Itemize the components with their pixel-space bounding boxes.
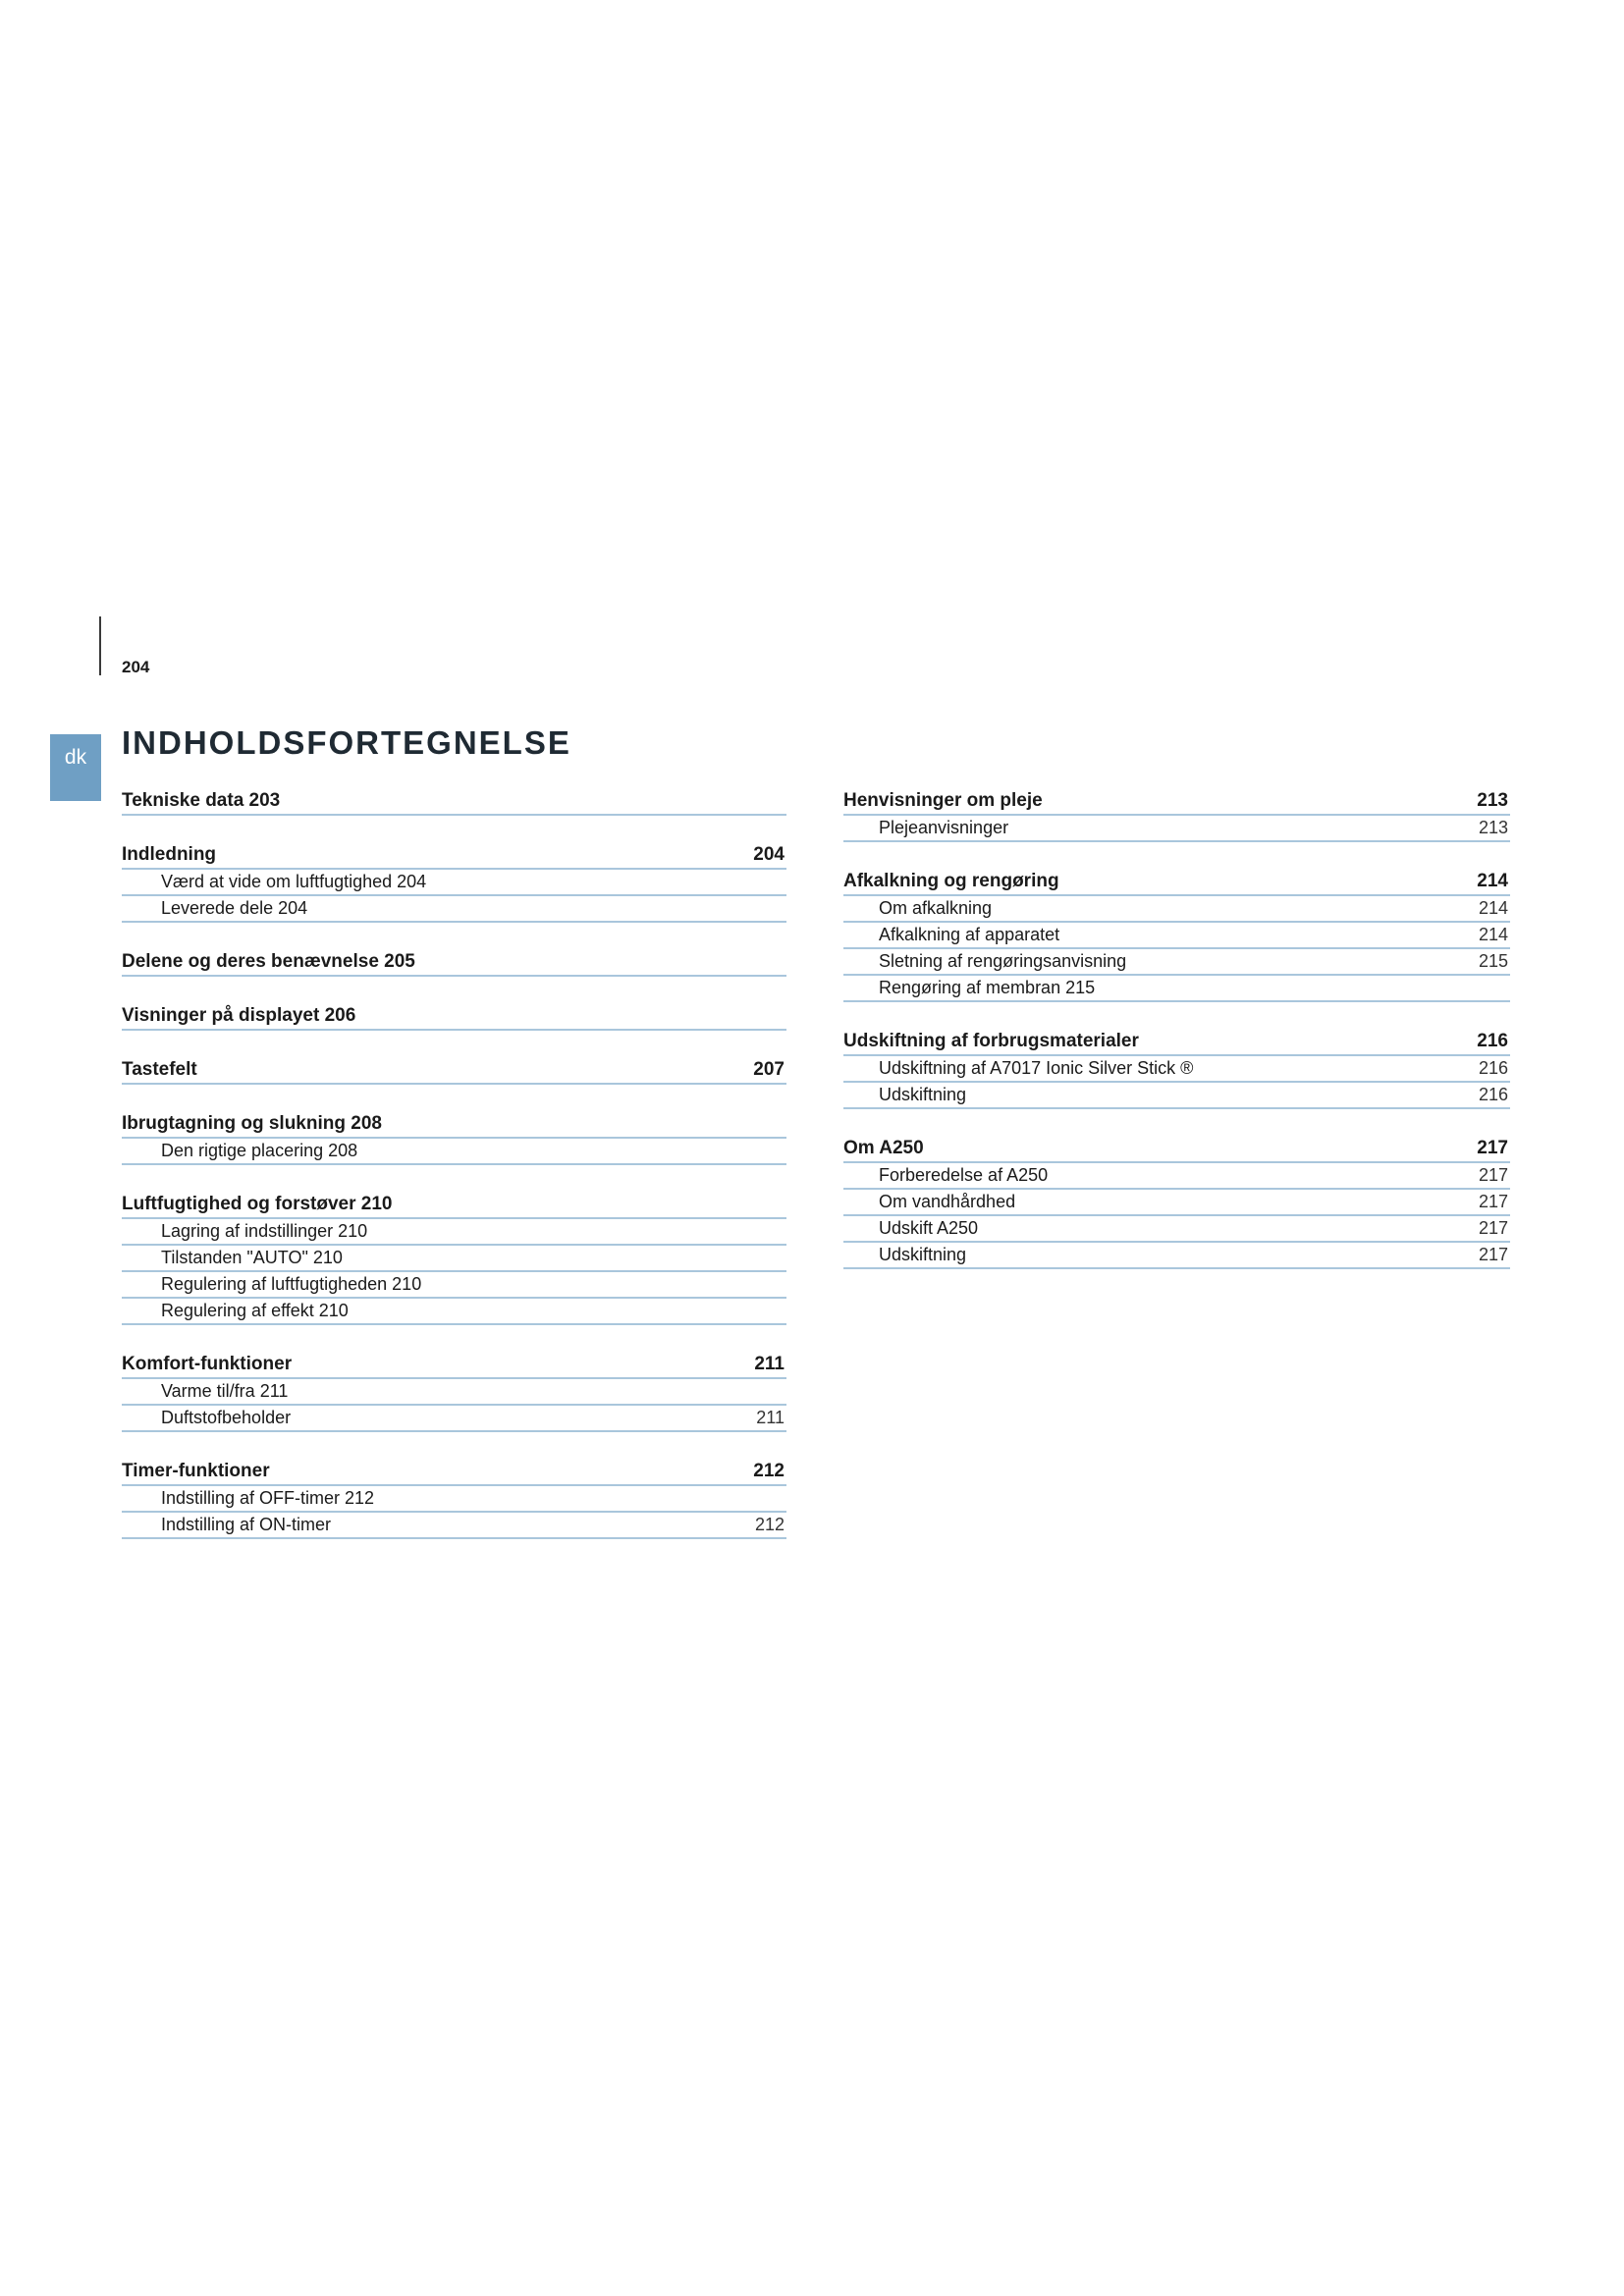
toc-entry-label: Forberedelse af A250 <box>879 1165 1049 1185</box>
toc-heading-page: 207 <box>753 1059 785 1080</box>
toc-entry-page: 217 <box>1478 1245 1508 1264</box>
toc-entry[interactable] <box>843 1243 1510 1269</box>
toc-entry-label: Varme til/fra 211 <box>161 1381 289 1401</box>
toc-heading-label: Komfort-funktioner <box>122 1354 293 1374</box>
toc-heading[interactable] <box>122 1056 786 1085</box>
toc-heading[interactable] <box>843 1028 1510 1056</box>
toc-entry-label: Rengøring af membran 215 <box>879 978 1096 997</box>
toc-heading-label: Henvisninger om pleje <box>843 790 1043 811</box>
toc-entry-label: Indstilling af ON-timer <box>161 1515 332 1534</box>
page-number: 204 <box>122 658 150 676</box>
toc-heading-label: Afkalkning og rengøring <box>843 871 1059 891</box>
toc-entry[interactable] <box>122 1139 786 1165</box>
toc-entry[interactable] <box>843 1163 1510 1190</box>
toc-entry-label: Regulering af effekt 210 <box>161 1301 349 1320</box>
toc-section <box>122 1002 786 1031</box>
toc-heading-label: Indledning <box>122 844 217 865</box>
toc-section <box>843 1135 1510 1269</box>
toc-heading[interactable] <box>122 948 786 977</box>
toc-entry-label: Duftstofbeholder <box>161 1408 292 1427</box>
language-tab: dk <box>50 734 101 801</box>
toc-section <box>843 787 1510 842</box>
toc-entry-page: 212 <box>754 1515 785 1534</box>
toc-section <box>122 1351 786 1432</box>
toc-heading-page: 213 <box>1477 790 1508 811</box>
toc-section <box>122 1458 786 1539</box>
toc-heading[interactable] <box>843 868 1510 896</box>
toc-section <box>843 868 1510 1002</box>
toc-heading-label: Timer-funktioner <box>122 1461 270 1481</box>
toc-entry-page: 215 <box>1478 951 1508 971</box>
toc-heading-label: Tekniske data 203 <box>122 790 281 811</box>
toc-entry[interactable] <box>843 896 1510 923</box>
toc-entry[interactable] <box>843 1083 1510 1109</box>
toc-entry-page: 211 <box>756 1408 785 1427</box>
toc-entry-label: Værd at vide om luftfugtighed 204 <box>161 872 427 891</box>
toc-heading[interactable] <box>122 841 786 870</box>
toc-entry[interactable] <box>843 976 1510 1002</box>
toc-section <box>122 1110 786 1165</box>
toc-heading-page: 204 <box>753 844 785 865</box>
toc-entry[interactable] <box>122 1246 786 1272</box>
toc-section <box>122 948 786 977</box>
toc-entry-label: Regulering af luftfugtigheden 210 <box>161 1274 422 1294</box>
toc-entry-label: Plejeanvisninger <box>879 818 1009 837</box>
toc-heading-label: Udskiftning af forbrugsmaterialer <box>843 1031 1139 1051</box>
toc-entry-label: Leverede dele 204 <box>161 898 308 918</box>
toc-heading-page: 211 <box>754 1354 785 1374</box>
toc-entry-label: Om afkalkning <box>879 898 993 918</box>
toc-entry-label: Lagring af indstillinger 210 <box>161 1221 368 1241</box>
toc-heading[interactable] <box>122 1458 786 1486</box>
toc-heading-label: Delene og deres benævnelse 205 <box>122 951 415 972</box>
toc-heading[interactable] <box>843 787 1510 816</box>
toc-heading-label: Ibrugtagning og slukning 208 <box>122 1113 382 1134</box>
toc-section <box>843 1028 1510 1109</box>
toc-section <box>122 1056 786 1085</box>
toc-heading-page: 217 <box>1477 1138 1508 1158</box>
toc-entry[interactable] <box>122 1379 786 1406</box>
toc-entry[interactable] <box>843 1056 1510 1083</box>
toc-entry[interactable] <box>122 1513 786 1539</box>
toc-entry[interactable] <box>843 816 1510 842</box>
toc-entry-page: 216 <box>1478 1085 1508 1104</box>
toc-entry-label: Sletning af rengøringsanvisning <box>879 951 1127 971</box>
toc-entry-label: Om vandhårdhed <box>879 1192 1016 1211</box>
toc-entry-page: 217 <box>1478 1165 1508 1185</box>
toc-entry-label: Den rigtige placering 208 <box>161 1141 358 1160</box>
toc-heading[interactable] <box>122 1351 786 1379</box>
toc-entry[interactable] <box>843 923 1510 949</box>
toc-entry-page: 213 <box>1478 818 1508 837</box>
toc-entry[interactable] <box>843 1190 1510 1216</box>
toc-entry-label: Udskiftning <box>879 1245 967 1264</box>
toc-entry-label: Indstilling af OFF-timer 212 <box>161 1488 375 1508</box>
toc-heading[interactable] <box>122 1110 786 1139</box>
toc-entry-page: 214 <box>1478 925 1508 944</box>
toc-entry-page: 217 <box>1478 1192 1508 1211</box>
toc-heading[interactable] <box>122 1191 786 1219</box>
toc-heading[interactable] <box>122 1002 786 1031</box>
toc-entry-page: 214 <box>1478 898 1508 918</box>
toc-heading[interactable] <box>843 1135 1510 1163</box>
toc-entry[interactable] <box>122 1219 786 1246</box>
page-title: INDHOLDSFORTEGNELSE <box>122 724 571 761</box>
toc-right-column <box>843 787 1510 1295</box>
toc-entry-label: Udskift A250 <box>879 1218 979 1238</box>
toc-heading-page: 214 <box>1477 871 1508 891</box>
toc-entry[interactable] <box>843 1216 1510 1243</box>
toc-heading-label: Visninger på displayet 206 <box>122 1005 356 1026</box>
toc-section <box>122 1191 786 1325</box>
toc-entry-page: 217 <box>1478 1218 1508 1238</box>
toc-heading-label: Tastefelt <box>122 1059 197 1080</box>
toc-entry-label: Tilstanden "AUTO" 210 <box>161 1248 343 1267</box>
toc-heading-page: 212 <box>753 1461 785 1481</box>
toc-heading-label: Om A250 <box>843 1138 924 1158</box>
toc-entry[interactable] <box>122 1486 786 1513</box>
toc-section <box>122 841 786 923</box>
toc-heading-label: Luftfugtighed og forstøver 210 <box>122 1194 393 1214</box>
toc-heading[interactable] <box>122 787 786 816</box>
toc-entry-label: Afkalkning af apparatet <box>879 925 1060 944</box>
toc-entry[interactable] <box>122 1299 786 1325</box>
toc-entry-label: Udskiftning af A7017 Ionic Silver Stick ® <box>879 1058 1194 1078</box>
toc-entry-page: 216 <box>1478 1058 1508 1078</box>
toc-section <box>122 787 786 816</box>
toc-entry[interactable] <box>122 896 786 923</box>
toc-entry[interactable] <box>843 949 1510 976</box>
toc-entry[interactable] <box>122 1406 786 1432</box>
toc-entry[interactable] <box>122 1272 786 1299</box>
margin-rule <box>99 616 101 675</box>
toc-heading-page: 216 <box>1477 1031 1508 1051</box>
toc-left-column <box>122 787 786 1565</box>
toc-entry-label: Udskiftning <box>879 1085 967 1104</box>
toc-entry[interactable] <box>122 870 786 896</box>
